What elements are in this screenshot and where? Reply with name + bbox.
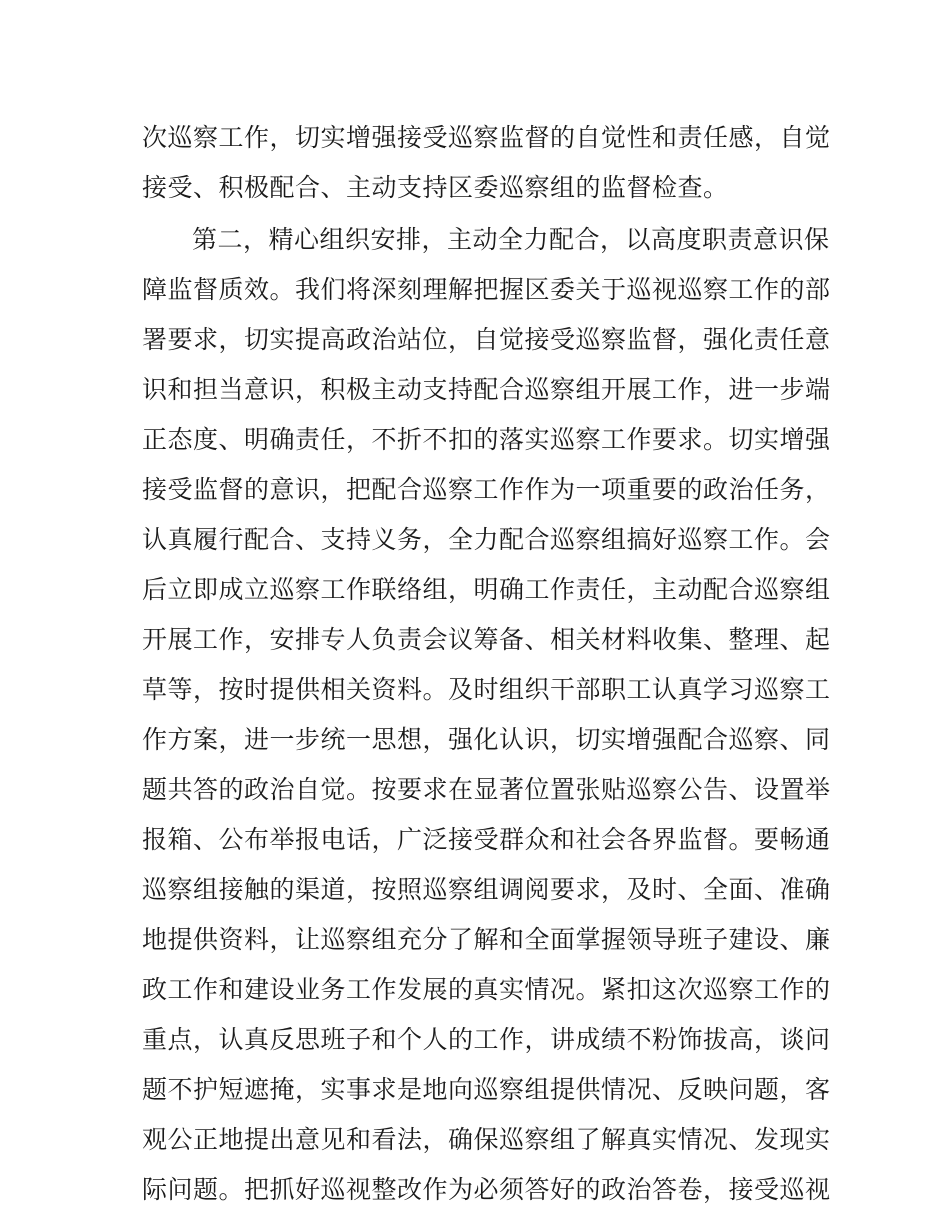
text-line: 观公正地提出意见和看法，确保巡察组了解真实情况、发现实: [142, 1125, 831, 1154]
text-line: 题不护短遮掩，实事求是地向巡察组提供情况、反映问题，客: [142, 1075, 831, 1104]
text-line: 开展工作，安排专人负责会议筹备、相关材料收集、整理、起: [142, 625, 831, 654]
text-line: 认真履行配合、支持义务，全力配合巡察组搞好巡察工作。会: [142, 525, 831, 554]
body-text: [142, 113, 831, 1215]
text-line: 署要求，切实提高政治站位，自觉接受巡察监督，强化责任意: [142, 325, 831, 354]
text-line: 巡察组接触的渠道，按照巡察组调阅要求，及时、全面、准确: [142, 875, 831, 904]
text-line: 次巡察工作，切实增强接受巡察监督的自觉性和责任感，自觉: [142, 123, 831, 152]
text-line: 后立即成立巡察工作联络组，明确工作责任，主动配合巡察组: [142, 575, 831, 604]
text-line: 题共答的政治自觉。按要求在显著位置张贴巡察公告、设置举: [142, 775, 831, 804]
text-line: 政工作和建设业务工作发展的真实情况。紧扣这次巡察工作的: [142, 975, 831, 1004]
text-line: 作方案，进一步统一思想，强化认识，切实增强配合巡察、同: [142, 725, 831, 754]
text-line: 接受监督的意识，把配合巡察工作作为一项重要的政治任务，: [142, 475, 831, 504]
paragraph: [142, 215, 831, 1215]
text-line: 识和担当意识，积极主动支持配合巡察组开展工作，进一步端: [142, 375, 831, 404]
text-line: 第二，精心组织安排，主动全力配合，以高度职责意识保: [192, 225, 830, 254]
text-line: 接受、积极配合、主动支持区委巡察组的监督检查。: [142, 173, 729, 202]
text-line: 障监督质效。我们将深刻理解把握区委关于巡视巡察工作的部: [142, 275, 831, 304]
text-line: 际问题。把抓好巡视整改作为必须答好的政治答卷，接受巡视: [142, 1175, 831, 1204]
text-line: 报箱、公布举报电话，广泛接受群众和社会各界监督。要畅通: [142, 825, 831, 854]
text-line: 草等，按时提供相关资料。及时组织干部职工认真学习巡察工: [142, 675, 831, 704]
text-line: 正态度、明确责任，不折不扣的落实巡察工作要求。切实增强: [142, 425, 831, 454]
text-line: 重点，认真反思班子和个人的工作，讲成绩不粉饰拔高，谈问: [142, 1025, 831, 1054]
paragraph: [142, 113, 831, 213]
text-line: 地提供资料，让巡察组充分了解和全面掌握领导班子建设、廉: [142, 925, 831, 954]
